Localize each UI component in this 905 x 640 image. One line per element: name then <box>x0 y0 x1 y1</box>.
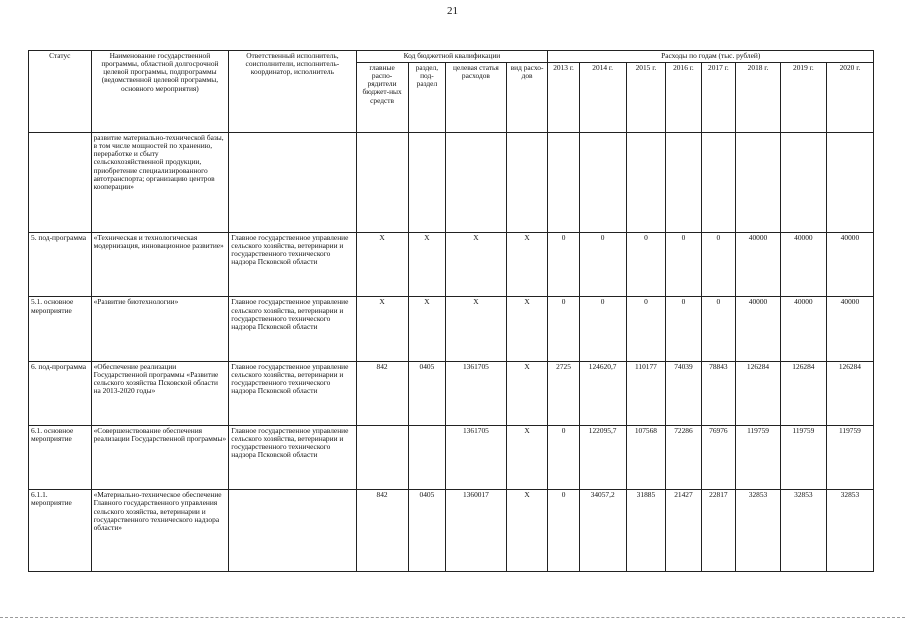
row-value-cell: 110177 <box>626 361 666 425</box>
row-value-cell: 31885 <box>626 490 666 572</box>
row-value-cell: 0 <box>701 297 735 361</box>
header-code-grbs: главные распо-рядители бюджет-ных средств <box>356 63 408 133</box>
header-name: Наименование государственной программы, областной долгосрочной целевой программы, подпрограммы (ведомственной целевой программы, основного мероприятия) <box>91 51 229 133</box>
row-value-cell: 78843 <box>701 361 735 425</box>
header-year-2013: 2013 г. <box>548 63 579 133</box>
header-code-section: раздел, под-раздел <box>408 63 446 133</box>
row-value-cell <box>701 133 735 233</box>
row-value-cell: 119759 <box>736 425 781 489</box>
row-value-cell: 40000 <box>736 297 781 361</box>
header-code-article: целевая статья расходов <box>446 63 506 133</box>
row-name-cell: «Обеспечение реализации Государственной программы «Развитие сельского хозяйства Псковской области на 2013-2020 годы» <box>91 361 229 425</box>
header-year-2018: 2018 г. <box>736 63 781 133</box>
row-value-cell: 0 <box>666 233 701 297</box>
row-value-cell: 40000 <box>826 297 873 361</box>
row-value-cell: 0 <box>548 490 579 572</box>
row-code-cell: Х <box>356 297 408 361</box>
row-value-cell <box>780 133 826 233</box>
header-status: Статус <box>29 51 92 133</box>
row-code-cell: 0405 <box>408 361 446 425</box>
row-value-cell: 0 <box>579 233 626 297</box>
row-value-cell: 40000 <box>780 233 826 297</box>
row-code-cell <box>356 425 408 489</box>
row-code-cell: Х <box>408 233 446 297</box>
row-value-cell: 34057,2 <box>579 490 626 572</box>
row-code-cell: Х <box>506 490 548 572</box>
header-executor: Ответственный исполнитель, соисполнители, исполнитель-координатор, исполнитель <box>229 51 356 133</box>
budget-table <box>28 50 874 572</box>
row-code-cell <box>408 425 446 489</box>
row-status-cell: 6.1. основное мероприятие <box>29 425 92 489</box>
row-code-cell: Х <box>408 297 446 361</box>
row-value-cell: 72286 <box>666 425 701 489</box>
header-year-2016: 2016 г. <box>666 63 701 133</box>
row-executor-cell: Главное государственное управление сельского хозяйства, ветеринарии и государственного технического надзора Псковской области <box>229 361 356 425</box>
row-code-cell <box>446 133 506 233</box>
row-value-cell: 0 <box>548 233 579 297</box>
row-value-cell: 107568 <box>626 425 666 489</box>
row-code-cell: Х <box>356 233 408 297</box>
row-value-cell: 0 <box>666 297 701 361</box>
row-value-cell: 126284 <box>736 361 781 425</box>
table-row <box>29 133 874 233</box>
page-number: 21 <box>447 5 458 17</box>
row-status-cell <box>29 133 92 233</box>
row-value-cell: 0 <box>626 297 666 361</box>
row-value-cell <box>626 133 666 233</box>
row-code-cell <box>506 133 548 233</box>
page-bottom-edge <box>0 617 905 618</box>
row-code-cell: Х <box>446 233 506 297</box>
row-status-cell: 6.1.1. мероприятие <box>29 490 92 572</box>
row-value-cell <box>666 133 701 233</box>
header-year-2014: 2014 г. <box>579 63 626 133</box>
row-status-cell: 5. под-программа <box>29 233 92 297</box>
header-year-2015: 2015 г. <box>626 63 666 133</box>
row-executor-cell <box>229 133 356 233</box>
row-code-cell: 842 <box>356 361 408 425</box>
row-value-cell: 32853 <box>736 490 781 572</box>
row-value-cell: 0 <box>548 425 579 489</box>
row-value-cell <box>736 133 781 233</box>
row-value-cell <box>826 133 873 233</box>
row-value-cell: 76976 <box>701 425 735 489</box>
table-row <box>29 297 874 361</box>
row-value-cell: 119759 <box>780 425 826 489</box>
table-row <box>29 361 874 425</box>
row-value-cell: 124620,7 <box>579 361 626 425</box>
row-code-cell: 1360017 <box>446 490 506 572</box>
row-value-cell: 126284 <box>826 361 873 425</box>
row-name-cell: развитие материально-технической базы, в том числе мощностей по хранению, переработке и сбыту сельскохозяйственной продукции, приобретение специализированного автотранспорта; организацию центров кооперации» <box>91 133 229 233</box>
row-code-cell: Х <box>506 233 548 297</box>
row-status-cell: 5.1. основное мероприятие <box>29 297 92 361</box>
row-code-cell <box>356 133 408 233</box>
row-code-cell <box>408 133 446 233</box>
row-value-cell: 40000 <box>826 233 873 297</box>
row-value-cell: 0 <box>626 233 666 297</box>
row-value-cell: 32853 <box>780 490 826 572</box>
row-name-cell: «Материально-техническое обеспечение Главного государственного управления сельского хозяйства, ветеринарии и государственного технического надзора области» <box>91 490 229 572</box>
row-executor-cell: Главное государственное управление сельского хозяйства, ветеринарии и государственного технического надзора Псковской области <box>229 297 356 361</box>
row-value-cell: 32853 <box>826 490 873 572</box>
row-code-cell: Х <box>506 297 548 361</box>
row-code-cell: 1361705 <box>446 425 506 489</box>
row-value-cell: 22817 <box>701 490 735 572</box>
row-value-cell: 0 <box>579 297 626 361</box>
header-budget-code: Код бюджетной квалификации <box>356 51 548 63</box>
header-year-2017: 2017 г. <box>701 63 735 133</box>
header-year-2020: 2020 г. <box>826 63 873 133</box>
row-name-cell: «Развитие биотехнологии» <box>91 297 229 361</box>
row-code-cell: Х <box>446 297 506 361</box>
row-value-cell: 74039 <box>666 361 701 425</box>
row-code-cell: Х <box>506 425 548 489</box>
row-code-cell: Х <box>506 361 548 425</box>
row-name-cell: «Совершенствование обеспечения реализации Государственной программы» <box>91 425 229 489</box>
row-executor-cell: Главное государственное управление сельского хозяйства, ветеринарии и государственного технического надзора Псковской области <box>229 425 356 489</box>
header-code-type: вид расхо-дов <box>506 63 548 133</box>
row-code-cell: 842 <box>356 490 408 572</box>
row-value-cell: 126284 <box>780 361 826 425</box>
row-value-cell: 2725 <box>548 361 579 425</box>
row-value-cell: 40000 <box>780 297 826 361</box>
row-value-cell: 0 <box>701 233 735 297</box>
row-executor-cell <box>229 490 356 572</box>
row-value-cell: 21427 <box>666 490 701 572</box>
row-status-cell: 6. под-программа <box>29 361 92 425</box>
row-value-cell: 40000 <box>736 233 781 297</box>
row-value-cell <box>579 133 626 233</box>
row-value-cell: 0 <box>548 297 579 361</box>
row-code-cell: 0405 <box>408 490 446 572</box>
row-value-cell: 122095,7 <box>579 425 626 489</box>
row-code-cell: 1361705 <box>446 361 506 425</box>
table-body <box>29 133 874 572</box>
table-row <box>29 425 874 489</box>
row-name-cell: «Техническая и технологическая модернизация, инновационное развитие» <box>91 233 229 297</box>
table-row <box>29 233 874 297</box>
row-value-cell: 119759 <box>826 425 873 489</box>
header-expenses: Расходы по годам (тыс. рублей) <box>548 51 874 63</box>
header-year-2019: 2019 г. <box>780 63 826 133</box>
row-executor-cell: Главное государственное управление сельского хозяйства, ветеринарии и государственного технического надзора Псковской области <box>229 233 356 297</box>
table-row <box>29 490 874 572</box>
row-value-cell <box>548 133 579 233</box>
